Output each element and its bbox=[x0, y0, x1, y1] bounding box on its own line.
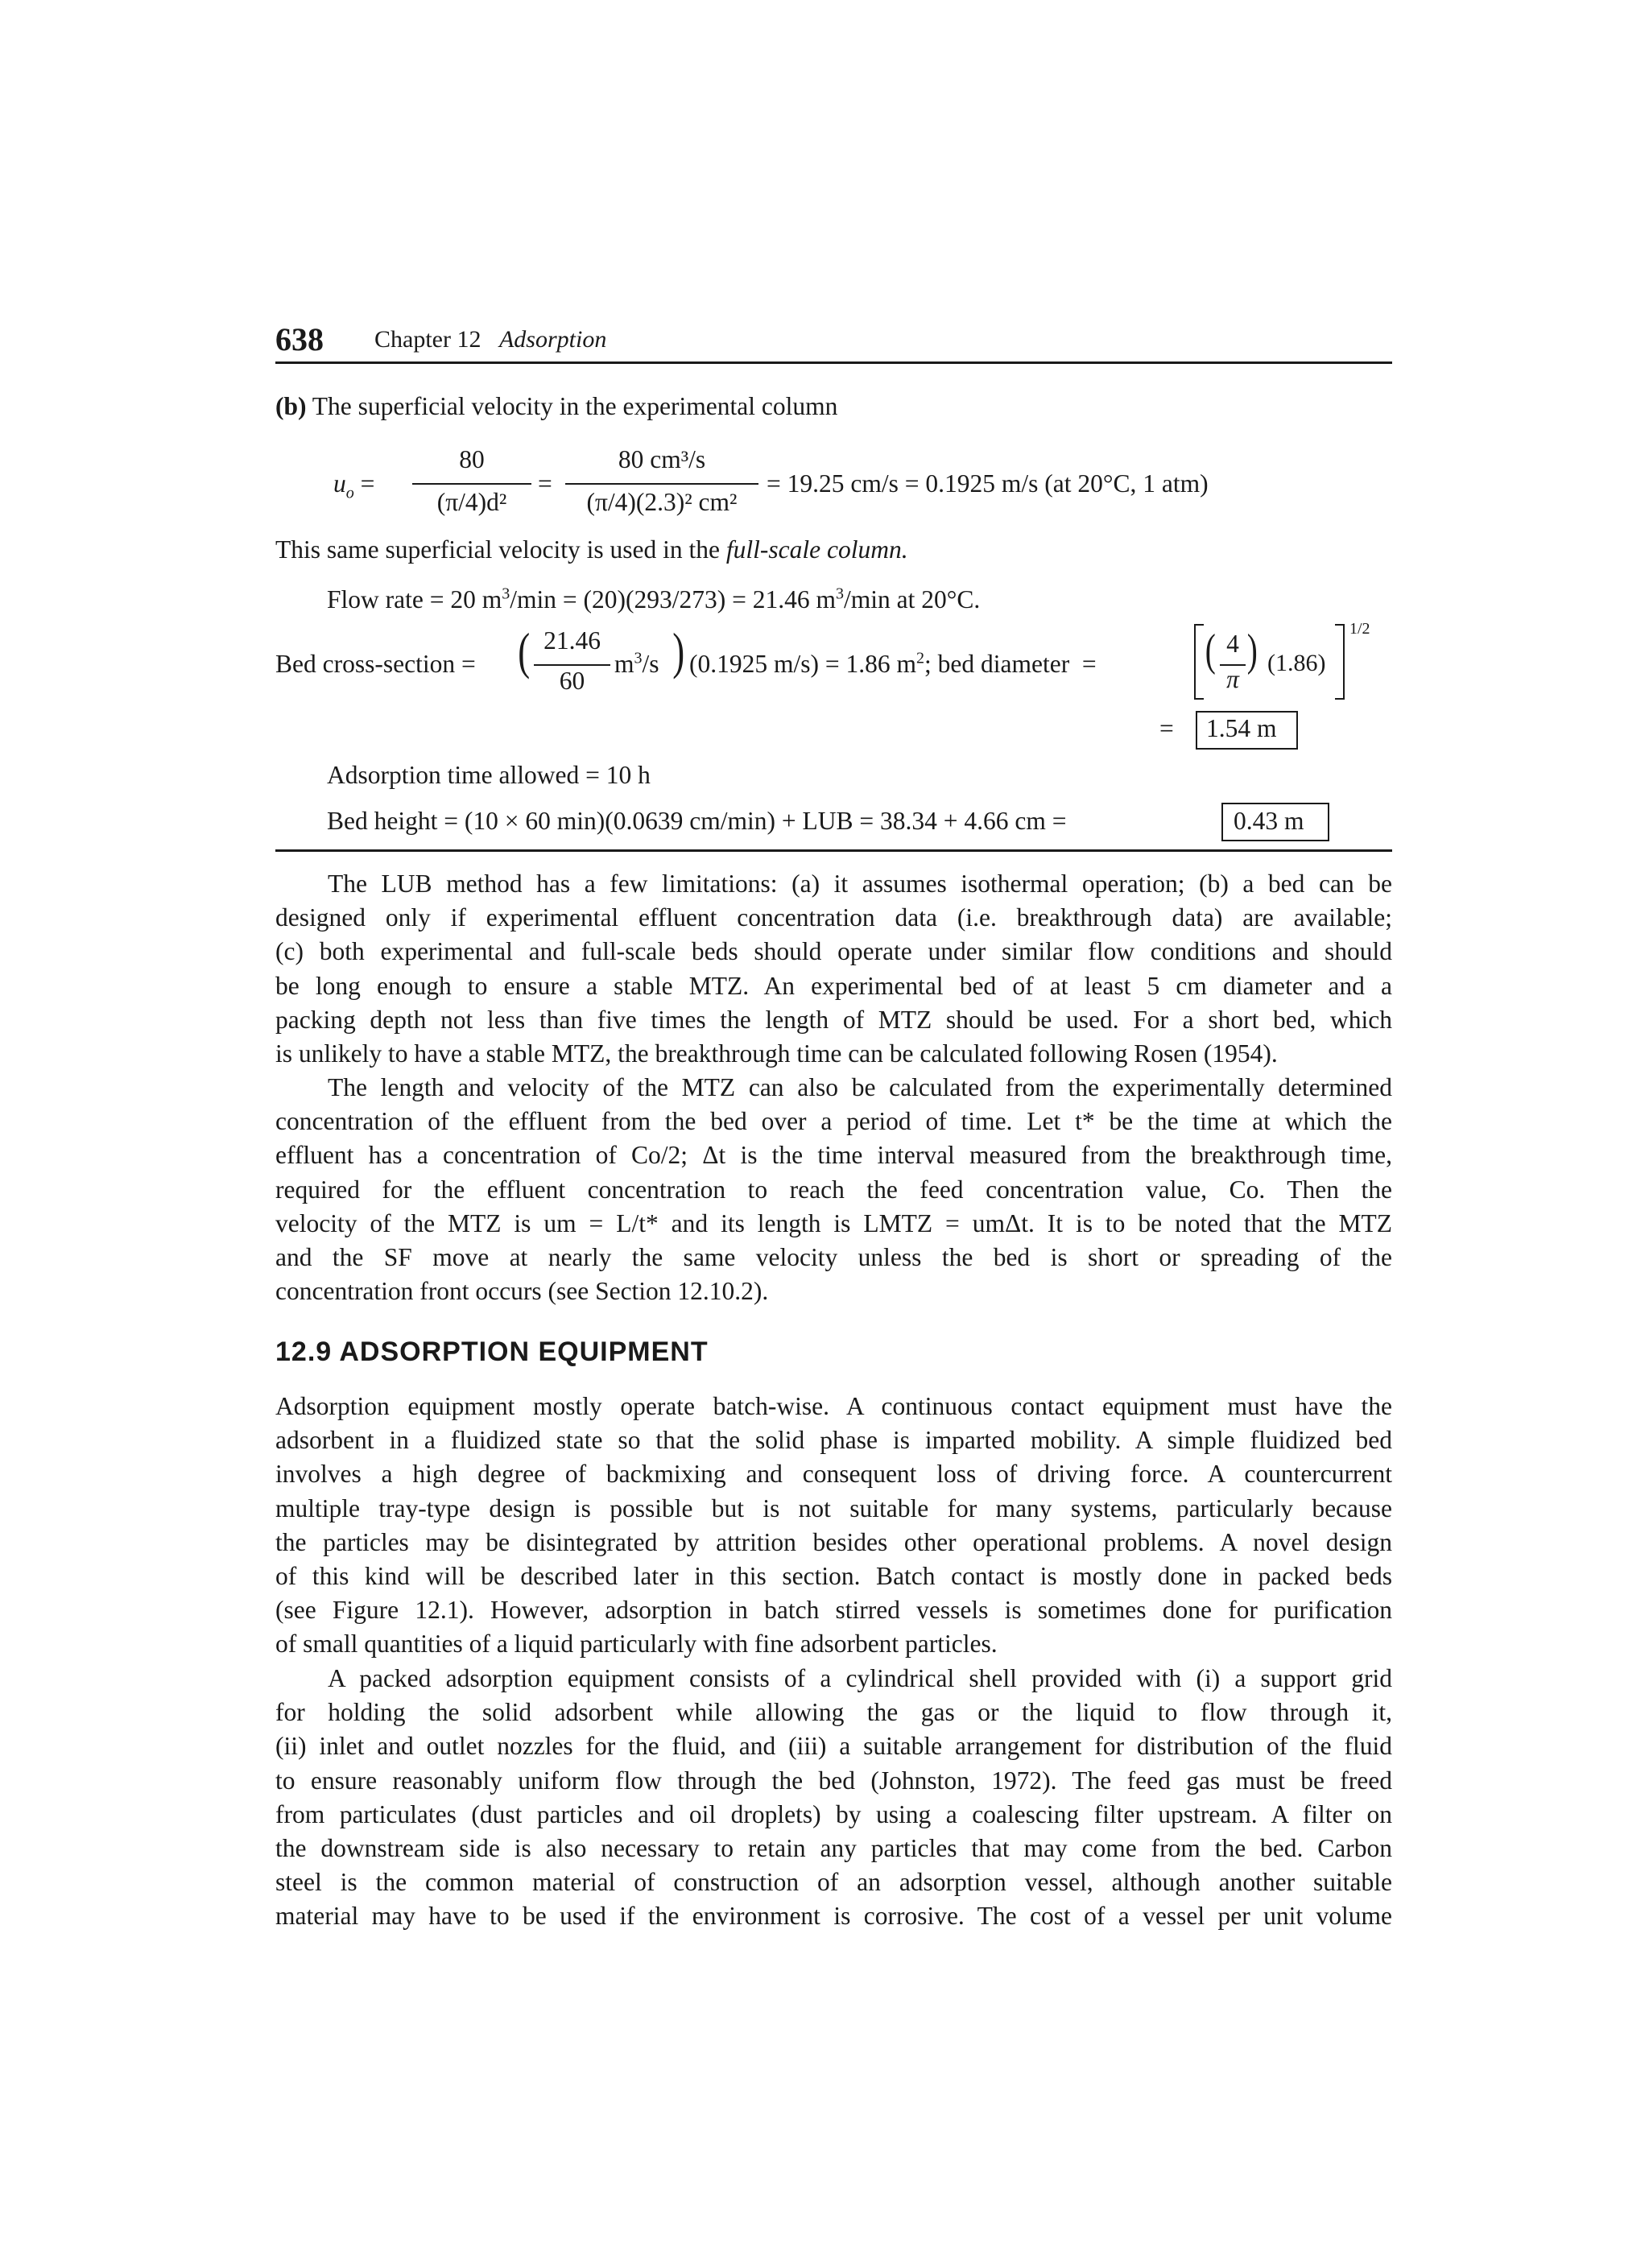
diam-num: 4 bbox=[1226, 630, 1239, 658]
paragraph-packed-equipment bbox=[275, 1662, 1392, 1934]
diam-rparen: ) bbox=[1246, 626, 1258, 675]
uo-frac2-bar bbox=[565, 483, 758, 485]
diam-eq: = bbox=[1159, 714, 1174, 742]
text-line: Adsorption equipment mostly operate batch-wise. A continuous contact equipment must have the bbox=[275, 1392, 1392, 1420]
text-line: The LUB method has a few limitations: (a) it assumes isothermal operation; (b) a bed can be bbox=[328, 870, 1392, 898]
bed-cs-unit: $m^3/s$ bbox=[614, 649, 659, 678]
uo-frac1-num: 80 bbox=[459, 445, 485, 473]
text-line: effluent has a concentration of Co/2; Δt is the time interval measured from the breakthrough time, bbox=[275, 1141, 1392, 1170]
flow-rate-line: Flow rate = 20 $m^3/\min = (20)(293/273) = 21.46$ $m^3/\min$ at 20°C. bbox=[327, 585, 981, 613]
text-line: The length and velocity of the MTZ can also be calculated from the experimentally determined bbox=[328, 1073, 1392, 1101]
text-line: concentration front occurs (see Section 12.10.2). bbox=[275, 1277, 769, 1306]
text-line: (see Figure 12.1). However, adsorption in batch stirred vessels is sometimes done for purification bbox=[275, 1596, 1392, 1625]
text-line: A packed adsorption equipment consists of a cylindrical shell provided with (i) a support grid bbox=[328, 1664, 1392, 1692]
section-heading: 12.9 ADSORPTION EQUIPMENT bbox=[275, 1336, 709, 1367]
bed-cs-rest: (0.1925 m/s) = 1.86 $m^2$; bed diameter = bbox=[689, 649, 1097, 678]
chapter-title: Adsorption bbox=[498, 326, 607, 353]
bed-cs-rparen: ) bbox=[672, 622, 685, 680]
text-line: be long enough to ensure a stable MTZ. An experimental bed of at least 5 cm diameter and a bbox=[275, 971, 1392, 1000]
text-line: the particles may be disintegrated by attrition besides other operational problems. A novel design bbox=[275, 1527, 1392, 1556]
text-line: concentration of the effluent from the bed over a period of time. Let t* be the time at which the bbox=[275, 1107, 1392, 1136]
uo-frac1-den: (π/4)d² bbox=[436, 488, 507, 516]
text-line: designed only if experimental effluent concentration data (i.e. breakthrough data) are available; bbox=[275, 903, 1392, 932]
paragraph-lub-limitations bbox=[275, 867, 1392, 1071]
bed-cs-label: Bed cross-section = bbox=[275, 650, 476, 678]
text-line: steel is the common material of construction of an adsorption vessel, although another suitable bbox=[275, 1868, 1392, 1897]
text-line: to ensure reasonably uniform flow through the bed (Johnston, 1972). The feed gas must be freed bbox=[275, 1766, 1392, 1795]
uo-frac2-num: 80 cm³/s bbox=[618, 445, 706, 473]
page-number: 638 bbox=[275, 321, 324, 357]
adsorption-time: Adsorption time allowed = 10 h bbox=[327, 761, 651, 789]
text-line: material may have to be used if the environment is corrosive. The cost of a vessel per unit volume bbox=[275, 1902, 1392, 1931]
part-b-intro: (b) The superficial velocity in the experimental column bbox=[275, 392, 838, 420]
uo-result: = 19.25 cm/s = 0.1925 m/s (at 20°C, 1 atm) bbox=[767, 469, 1209, 498]
bed-cs-lparen: ( bbox=[518, 622, 531, 680]
text-line: (ii) inlet and outlet nozzles for the fluid, and (iii) a suitable arrangement for distribution of the fluid bbox=[275, 1732, 1392, 1761]
paragraph-mtz-length bbox=[275, 1071, 1392, 1308]
uo-symbol: $u_o$ = bbox=[333, 469, 375, 502]
diam-rbracket bbox=[1335, 624, 1345, 700]
text-line: of this kind will be described later in this section. Batch contact is mostly done in packed beds bbox=[275, 1562, 1392, 1591]
header-rule bbox=[275, 361, 1392, 364]
text-line: and the SF move at nearly the same velocity unless the bed is short or spreading of the bbox=[275, 1243, 1392, 1272]
text-line: multiple tray-type design is possible but is not suitable for many systems, particularly because bbox=[275, 1493, 1392, 1522]
same-velocity-line: This same superficial velocity is used in the full-scale column. bbox=[275, 535, 908, 564]
uo-fraction-1 bbox=[412, 445, 531, 474]
text-line: of small quantities of a liquid particularly with fine adsorbent particles. bbox=[275, 1630, 998, 1659]
paragraph-adsorption-equipment bbox=[275, 1390, 1392, 1662]
uo-frac1-bar bbox=[412, 483, 531, 485]
bed-height-result: 0.43 m bbox=[1234, 807, 1304, 835]
bed-cs-num: 21.46 bbox=[543, 626, 601, 655]
text-line: velocity of the MTZ is um = L/t* and its length is LMTZ = umΔt. It is to be noted that the MTZ bbox=[275, 1208, 1392, 1237]
bed-cs-bar bbox=[534, 664, 610, 666]
text-line: for holding the solid adsorbent while allowing the gas or the liquid to flow through it, bbox=[275, 1698, 1392, 1727]
text-line: required for the effluent concentration to reach the feed concentration value, Co. Then the bbox=[275, 1175, 1392, 1204]
diam-lparen: ( bbox=[1205, 626, 1216, 675]
uo-frac2-den: (π/4)(2.3)² cm² bbox=[586, 488, 738, 516]
chapter-label: Chapter 12 bbox=[374, 326, 481, 353]
bed-height-line: Bed height = (10 × 60 min)(0.0639 cm/min) + LUB = 38.34 + 4.66 cm = bbox=[327, 807, 1067, 835]
text-line: involves a high degree of backmixing and consequent loss of driving force. A countercurrent bbox=[275, 1460, 1392, 1489]
diam-lbracket bbox=[1194, 624, 1204, 700]
example-end-rule bbox=[275, 849, 1392, 852]
running-header bbox=[374, 326, 606, 353]
diam-den: π bbox=[1226, 665, 1239, 693]
diam-result: 1.54 m bbox=[1206, 714, 1277, 742]
diam-exponent: 1/2 bbox=[1349, 620, 1370, 638]
bed-cs-den: 60 bbox=[559, 667, 585, 695]
text-line: the downstream side is also necessary to retain any particles that may come from the bed. Carbon bbox=[275, 1834, 1392, 1863]
text-line: adsorbent in a fluidized state so that the solid phase is imparted mobility. A simple fluidized bed bbox=[275, 1426, 1392, 1455]
diam-val: (1.86) bbox=[1267, 650, 1326, 676]
uo-eq-2: = bbox=[538, 469, 552, 498]
text-line: packing depth not less than five times the length of MTZ should be used. For a short bed, which bbox=[275, 1005, 1392, 1034]
text-line: from particulates (dust particles and oil droplets) by using a coalescing filter upstream. A filter on bbox=[275, 1799, 1392, 1828]
text-line: is unlikely to have a stable MTZ, the breakthrough time can be calculated following Rosen (1954). bbox=[275, 1039, 1278, 1068]
text-line: (c) both experimental and full-scale beds should operate under similar flow conditions and should bbox=[275, 937, 1392, 966]
